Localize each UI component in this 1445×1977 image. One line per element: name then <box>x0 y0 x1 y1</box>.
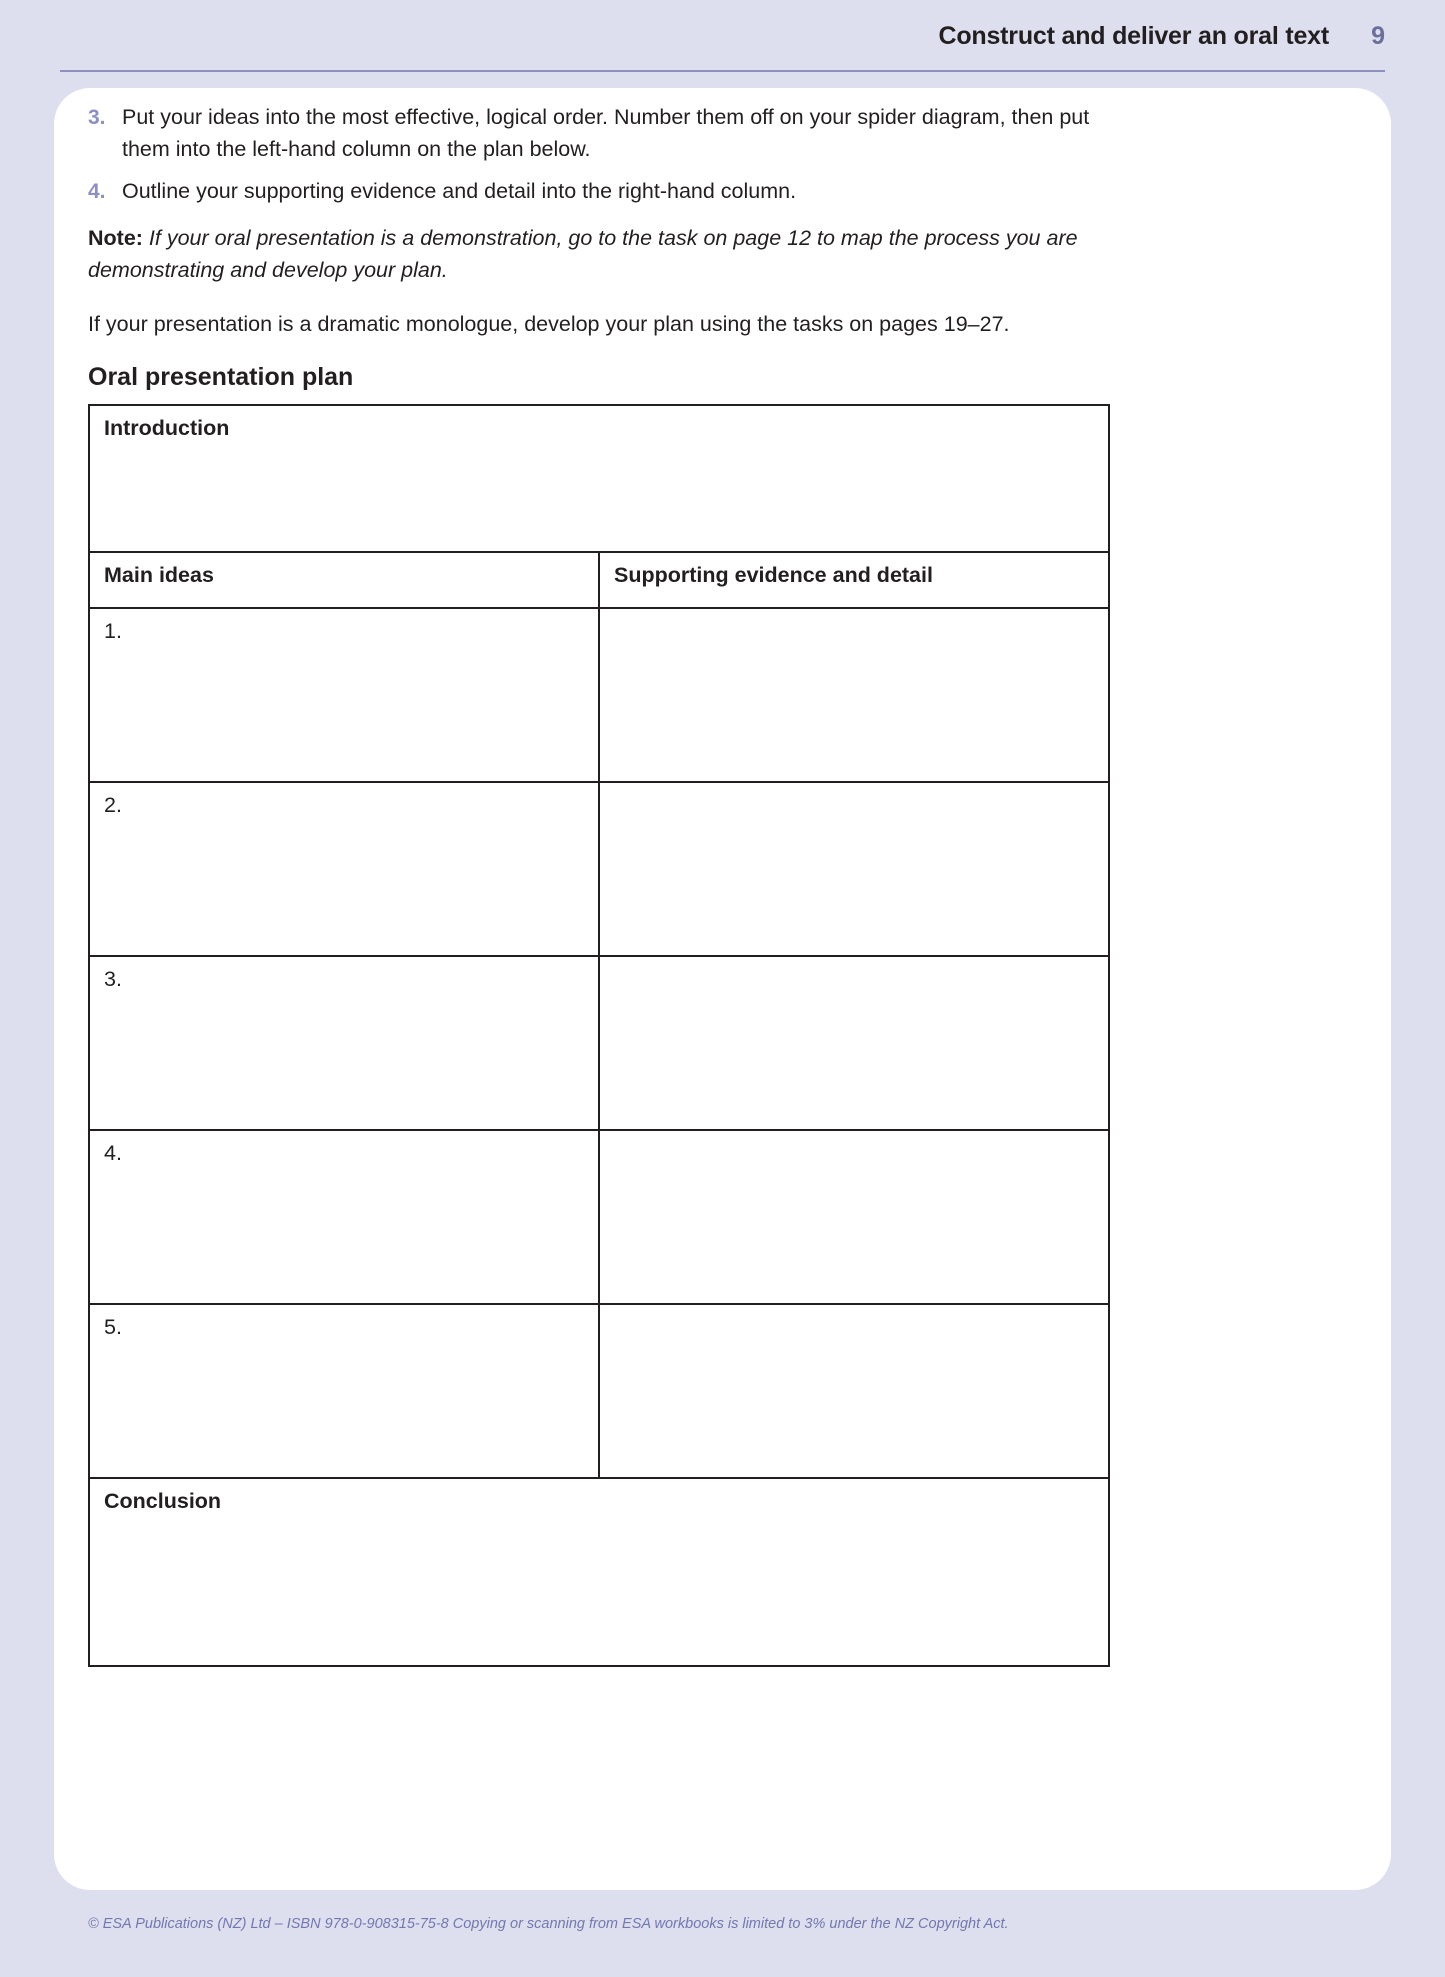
task-list <box>88 102 1110 207</box>
copyright-notice: © ESA Publications (NZ) Ltd – ISBN 978-0-908315-75-8 Copying or scanning from ESA workbooks is limited to 3% under the NZ Copyright Act. <box>88 1916 1009 1932</box>
page-header <box>0 0 1445 88</box>
evidence-cell-3[interactable] <box>599 956 1109 1130</box>
main-idea-cell-4[interactable]: 4. <box>89 1130 599 1304</box>
section-heading: Oral presentation plan <box>88 362 354 391</box>
note-paragraph <box>88 223 1110 287</box>
task-number: 4. <box>88 179 106 203</box>
table-row-conclusion <box>89 1478 1109 1666</box>
oral-presentation-plan-table <box>88 404 1110 1667</box>
introduction-cell[interactable]: Introduction <box>89 405 1109 552</box>
page-footer <box>0 1890 1445 1977</box>
page-number: 9 <box>1371 22 1385 50</box>
page-title: Construct and deliver an oral text <box>938 22 1329 50</box>
task-number: 3. <box>88 106 106 129</box>
main-idea-cell-2[interactable]: 2. <box>89 782 599 956</box>
evidence-cell-2[interactable] <box>599 782 1109 956</box>
table-row <box>89 608 1109 782</box>
header-divider <box>60 70 1385 72</box>
table-row <box>89 1130 1109 1304</box>
content-area <box>88 102 1110 1667</box>
note-label: Note: <box>88 226 143 251</box>
task-text: Outline your supporting evidence and detail into the right-hand column. <box>122 178 797 203</box>
main-idea-cell-1[interactable]: 1. <box>89 608 599 782</box>
note-body: If your oral presentation is a demonstration, go to the task on page 12 to map the process you are demonstrating and develop your plan. <box>88 226 1078 283</box>
page-sheet <box>54 88 1391 1890</box>
main-idea-cell-3[interactable]: 3. <box>89 956 599 1130</box>
conclusion-cell[interactable]: Conclusion <box>89 1478 1109 1666</box>
task-item-3 <box>88 102 1110 166</box>
table-row-column-headers <box>89 552 1109 608</box>
evidence-cell-4[interactable] <box>599 1130 1109 1304</box>
evidence-cell-5[interactable] <box>599 1304 1109 1478</box>
header-inner <box>60 22 1385 51</box>
task-text: Put your ideas into the most effective, logical order. Number them off on your spider diagram, then put them into the left-hand column on the plan below. <box>122 105 1090 161</box>
task-item-4 <box>88 176 1110 208</box>
monologue-paragraph: If your presentation is a dramatic monologue, develop your plan using the tasks on pages 19–27. <box>88 312 1010 337</box>
table-row <box>89 1304 1109 1478</box>
table-row-introduction <box>89 405 1109 552</box>
column-header-supporting-evidence: Supporting evidence and detail <box>599 552 1109 608</box>
evidence-cell-1[interactable] <box>599 608 1109 782</box>
table-row <box>89 956 1109 1130</box>
table-row <box>89 782 1109 956</box>
column-header-main-ideas: Main ideas <box>89 552 599 608</box>
main-idea-cell-5[interactable]: 5. <box>89 1304 599 1478</box>
